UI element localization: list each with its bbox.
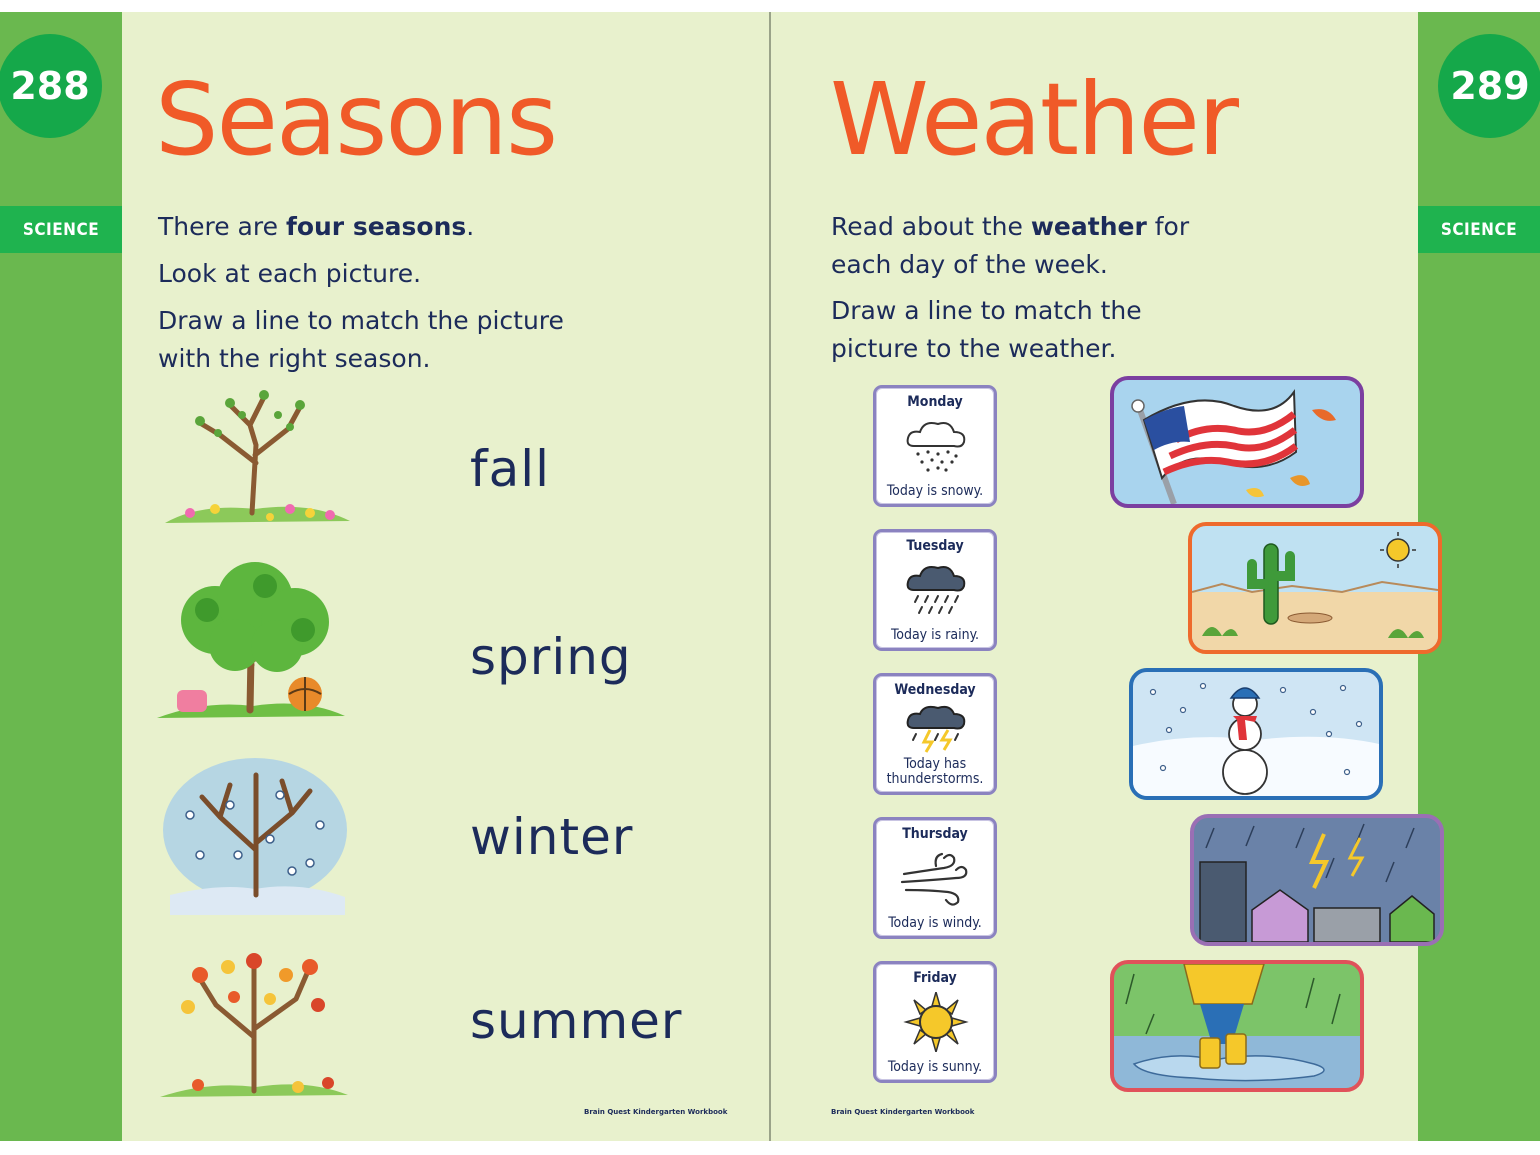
sun-icon <box>900 992 972 1052</box>
wind-icon <box>900 848 972 908</box>
season-word-spring[interactable]: spring <box>470 628 632 686</box>
fall-autumn-tree-illustration[interactable] <box>158 945 353 1105</box>
day-card-monday[interactable] <box>873 385 997 507</box>
day-label: Thursday <box>902 826 968 842</box>
day-weather-text: Today is windy. <box>888 915 982 931</box>
instruction-look: Look at each picture. <box>158 259 422 288</box>
day-card-friday[interactable] <box>873 961 997 1083</box>
page-title-weather: Weather <box>830 61 1238 178</box>
day-label: Friday <box>913 970 957 986</box>
page-gutter <box>769 12 771 1141</box>
spring-budding-tree-illustration[interactable] <box>160 385 355 530</box>
day-card-thursday[interactable] <box>873 817 997 939</box>
rainy-puddle-scene[interactable] <box>1110 960 1364 1092</box>
day-weather-text: Today is sunny. <box>887 1059 983 1075</box>
sunny-desert-scene[interactable] <box>1188 522 1442 654</box>
instruction-read-weather: Read about the weather for each day of the week. <box>831 212 1190 279</box>
day-label: Tuesday <box>906 538 964 554</box>
thunderstorm-city-scene[interactable] <box>1190 814 1444 946</box>
winter-snowy-tree-illustration[interactable] <box>160 755 350 915</box>
footer-right: Brain Quest Kindergarten Workbook <box>831 1108 975 1116</box>
windy-flag-scene[interactable] <box>1110 376 1364 508</box>
footer-left: Brain Quest Kindergarten Workbook <box>584 1108 728 1116</box>
day-label: Wednesday <box>894 682 976 698</box>
snowman-illustration <box>1133 672 1379 796</box>
day-weather-text: Today is rainy. <box>890 627 980 643</box>
day-card-tuesday[interactable] <box>873 529 997 651</box>
snow-cloud-icon <box>900 416 972 476</box>
left-page-margin <box>0 12 122 1141</box>
page-title-seasons: Seasons <box>155 61 557 178</box>
thunderstorm-city-illustration <box>1194 818 1440 942</box>
snowman-scene[interactable] <box>1129 668 1383 800</box>
day-weather-text: Today has thunderstorms. <box>886 756 984 787</box>
subject-tab-right: SCIENCE <box>1418 206 1540 253</box>
windy-flag-illustration <box>1114 380 1360 504</box>
rain-cloud-icon <box>900 560 972 620</box>
subject-tab-left: SCIENCE <box>0 206 122 253</box>
season-word-summer[interactable]: summer <box>470 992 683 1050</box>
day-weather-text: Today is snowy. <box>886 483 984 499</box>
summer-leafy-tree-illustration[interactable] <box>155 560 350 725</box>
season-word-winter[interactable]: winter <box>470 808 634 866</box>
thunderstorm-cloud-icon <box>900 702 972 754</box>
instruction-four-seasons: There are four seasons. <box>158 212 475 241</box>
instruction-draw-line-weather: Draw a line to match the picture to the weather. <box>831 296 1142 363</box>
page-number-badge-right: 289 <box>1438 34 1540 138</box>
day-label: Monday <box>907 394 963 410</box>
sunny-desert-illustration <box>1192 526 1438 650</box>
day-card-wednesday[interactable] <box>873 673 997 795</box>
season-word-fall[interactable]: fall <box>470 440 551 498</box>
instruction-draw-line: Draw a line to match the picture with the right season. <box>158 306 564 373</box>
page-number-badge-left: 288 <box>0 34 102 138</box>
rainy-puddle-illustration <box>1114 964 1360 1088</box>
